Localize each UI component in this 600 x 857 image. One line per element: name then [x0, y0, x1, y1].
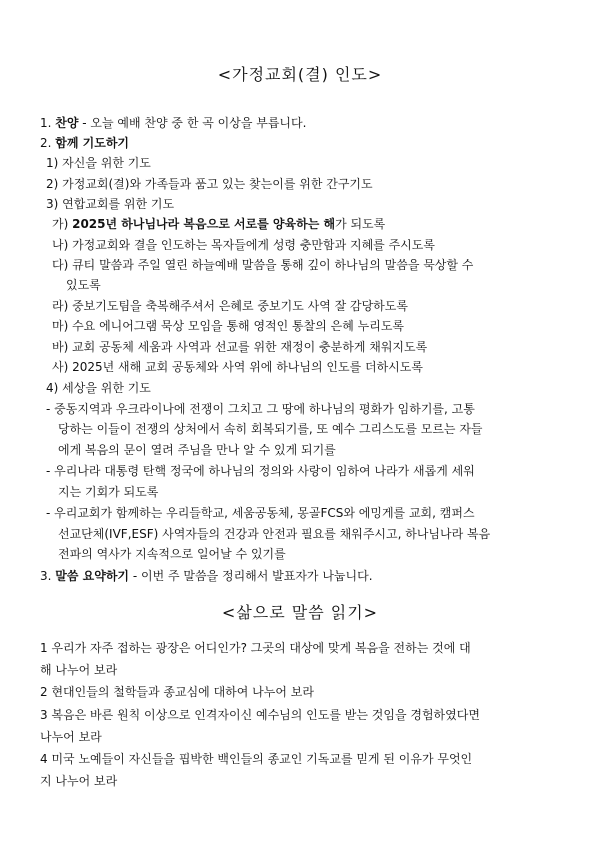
world-item-1: - 중동지역과 우크라이나에 전쟁이 그치고 그 땅에 하나님의 평화가 임하기를, 고통 [46, 402, 475, 416]
item-number: 3. [40, 569, 52, 583]
world-item-3: - 우리교회가 함께하는 우리들학교, 세움공동체, 몽골FCS와 에밍게를 교회, 캠퍼스 [46, 506, 475, 520]
prayer-world: 4) 세상을 위한 기도 [46, 381, 151, 395]
question-3: 3 복음은 바른 원칙 이상으로 인격자이신 예수님의 인도를 받는 것임을 경험하였다면 [40, 708, 480, 722]
question-4: 4 미국 노예들이 자신들을 핍박한 백인들의 종교인 기독교를 믿게 된 이유가 무엇인 [40, 752, 473, 766]
world-item-1-cont: 당하는 이들이 전쟁의 상처에서 속히 회복되기를, 또 예수 그리스도를 모르는 자들 [58, 422, 483, 436]
list-prefix: 가) [52, 217, 69, 231]
list-suffix: 가 되도록 [335, 217, 386, 231]
question-1: 1 우리가 자주 접하는 광장은 어디인가? 그곳의 대상에 맞게 복음을 전하는 것에 대 [40, 641, 471, 655]
reading-title: <삶으로 말씀 읽기> [221, 603, 379, 622]
question-4-cont: 지 나누어 보라 [40, 774, 118, 788]
prayer-church-c-cont: 있도록 [66, 278, 101, 292]
item-text: - 이번 주 말씀을 정리해서 발표자가 나눕니다. [129, 569, 373, 583]
world-item-1-cont: 에게 복음의 문이 열려 주님을 만나 알 수 있게 되기를 [58, 443, 336, 457]
item-number: 1. [40, 116, 52, 130]
world-item-2-cont: 지는 기회가 되도록 [58, 485, 159, 499]
question-2: 2 현대인들의 철학들과 종교심에 대하여 나누어 보라 [40, 685, 314, 699]
item-label: 찬양 [55, 116, 79, 130]
prayer-church-c: 다) 큐티 말씀과 주일 열린 하늘예배 말씀을 통해 깊이 하나님의 말씀을 묵상할 수 [52, 258, 474, 272]
prayer-self: 1) 자신을 위한 기도 [46, 156, 151, 170]
item-text: - 오늘 예배 찬양 중 한 곡 이상을 부릅니다. [78, 116, 307, 130]
question-3-cont: 나누어 보라 [40, 730, 102, 744]
item-label: 말씀 요약하기 [55, 569, 130, 583]
world-item-3-cont: 전파의 역사가 지속적으로 일어날 수 있기를 [58, 547, 286, 561]
world-item-2: - 우리나라 대통령 탄핵 정국에 하나님의 정의와 사랑이 임하여 나라가 새롭게 세워 [46, 464, 475, 478]
prayer-family: 2) 가정교회(결)와 가족들과 품고 있는 찾는이를 위한 간구기도 [46, 177, 373, 191]
prayer-church-e: 마) 수요 에니어그램 묵상 모임을 통해 영적인 통찰의 은혜 누리도록 [52, 319, 404, 333]
prayer-church-d: 라) 중보기도팀을 축복해주셔서 은혜로 중보기도 사역 잘 감당하도록 [52, 299, 408, 313]
item-number: 2. [40, 136, 52, 150]
prayer-church-a [52, 217, 385, 232]
world-item-3-cont: 선교단체(IVF,ESF) 사역자들의 건강과 안전과 필요를 채워주시고, 하나님나라 복음 [58, 527, 491, 541]
item-sermon-summary [40, 569, 373, 584]
prayer-church: 3) 연합교회를 위한 기도 [46, 197, 175, 211]
guide-title: <가정교회(결) 인도> [217, 65, 383, 84]
prayer-church-b: 나) 가정교회와 결을 인도하는 목자들에게 성령 충만함과 지혜를 주시도록 [52, 238, 435, 252]
prayer-church-f: 바) 교회 공동체 세움과 사역과 선교를 위한 재정이 충분하게 채워지도록 [52, 340, 428, 354]
prayer-church-g: 사) 2025년 새해 교회 공동체와 사역 위에 하나님의 인도를 더하시도록 [52, 360, 423, 374]
year-theme: 2025년 하나님나라 복음으로 서로를 양육하는 해 [72, 217, 336, 231]
item-praise [40, 116, 306, 131]
item-label: 함께 기도하기 [55, 136, 130, 150]
item-pray-together [40, 136, 129, 151]
question-1-cont: 해 나누어 보라 [40, 663, 118, 677]
